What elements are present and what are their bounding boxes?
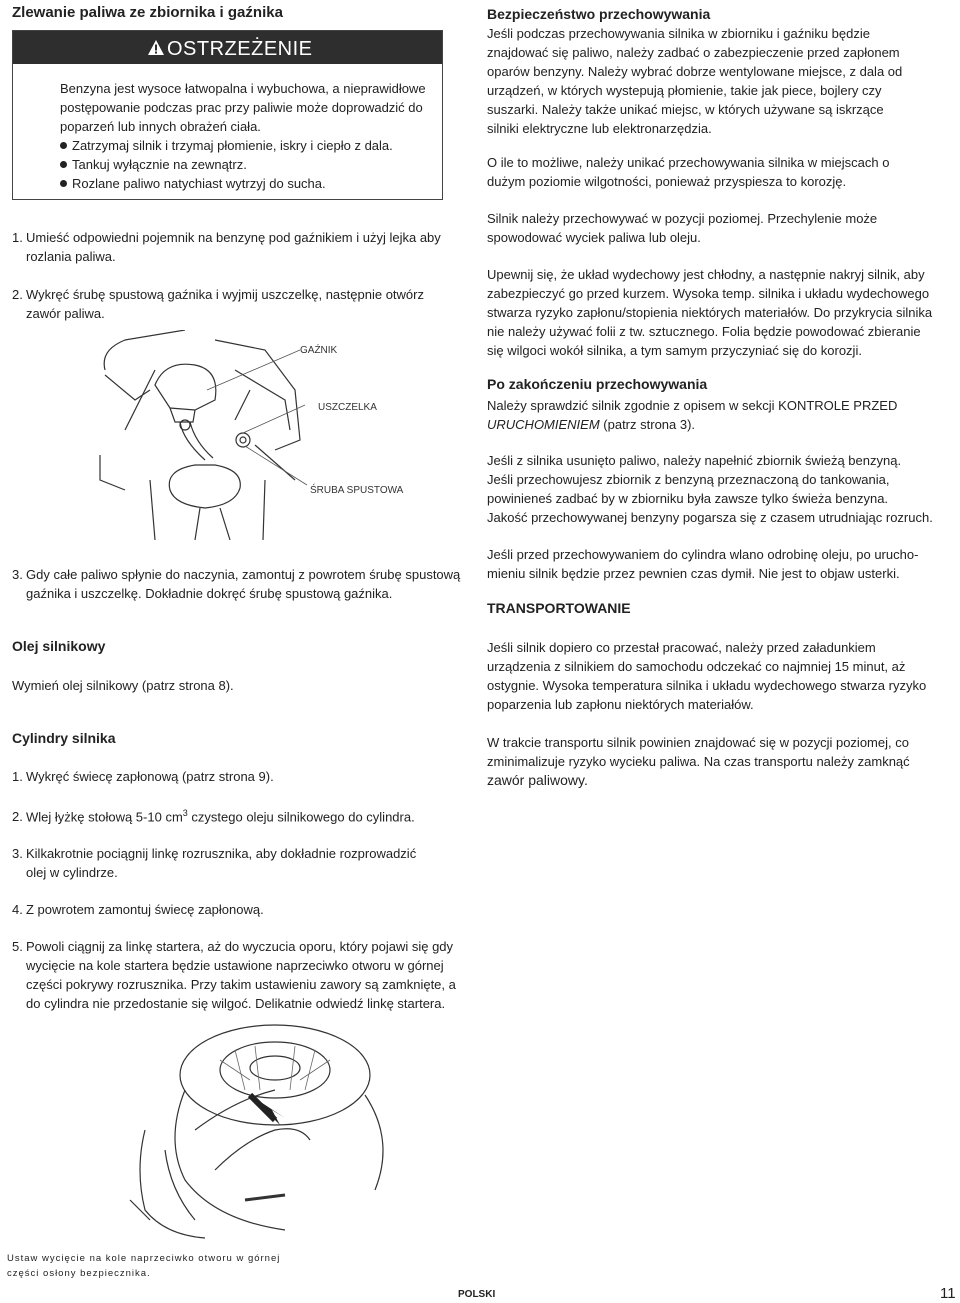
after-storage-paragraph: Jeśli z silnika usunięto paliwo, należy napełnić zbiornik świeżą benzyną. Jeśli przechowujesz zbiornik z benzyną przeznaczoną do tankowania, powinieneś zadbać by w zbiorniku była zawsze tylko świeża benzyna. Jakość przechowywanej benzyny pogarsza się z czasem utrudniając rozruch. — [487, 453, 933, 525]
oil-title: Olej silnikowy — [12, 638, 106, 654]
warning-header — [13, 31, 442, 64]
bullet-icon — [60, 161, 67, 168]
label-carburetor: GAŹNIK — [300, 345, 338, 356]
drain-step-1: 1. Umieść odpowiedni pojemnik na benzynę pod gaźnikiem i użyj lejka aby rozlania paliwa. — [12, 230, 441, 264]
warning-bullet: Tankuj wyłącznie na zewnątrz. — [60, 155, 426, 174]
section-title-drain: Zlewanie paliwa ze zbiornika i gaźnika — [12, 4, 283, 21]
after-storage-paragraph: Należy sprawdzić silnik zgodnie z opisem w sekcji KONTROLE PRZED URUCHOMIENIEM (patrz strona 3). — [487, 398, 898, 432]
page-number: 11 — [940, 1285, 956, 1302]
transport-paragraph: Jeśli silnik dopiero co przestał pracować, należy przed załadunkiem urządzenia z silnikiem do samochodu odczekać co najmniej 15 minut, aż ostygnie. Wysoka temperatura silnika i układu wydechowego stwarza ryzyko poparzenia lub zapłonu niektórych materiałów. — [487, 640, 927, 712]
warning-title: OSTRZEŻENIE — [167, 38, 313, 60]
transport-paragraph: W trakcie transportu silnik powinien znajdować się w pozycji poziomej, co zminimalizuje ryzyko wycieku paliwa. Na czas transportu należy zamknąć zawór paliwowy. — [487, 735, 910, 788]
warning-bullet: Rozlane paliwo natychiast wytrzyj do sucha. — [60, 174, 426, 193]
bullet-icon — [60, 180, 67, 187]
cylinder-step-1: 1. Wykręć świecę zapłonową (patrz strona 9). — [12, 769, 274, 784]
warning-line: postępowanie podczas prac przy paliwie może doprowadzić do — [60, 100, 423, 115]
cylinder-step-2: 2. Wlej łyżkę stołową 5-10 $cm^3$ czystego oleju silnikowego do cylindra. — [12, 808, 415, 825]
drain-step-3: 3. Gdy całe paliwo spłynie do naczynia, zamontuj z powrotem śrubę spustową gaźnika i uszczelkę. Dokładnie dokręć śrubę spustową gaźnika. — [12, 567, 461, 601]
warning-bullet: Zatrzymaj silnik i trzymaj płomienie, iskry i ciepło z dala. — [60, 136, 426, 155]
label-gasket: USZCZELKA — [318, 402, 377, 413]
figure-caption: Ustaw wycięcie na kole naprzeciwko otworu w górnej części osłony bezpiecznika. — [7, 1253, 281, 1279]
carburetor-drain-figure — [95, 330, 310, 540]
storage-paragraph: Silnik należy przechowywać w pozycji poziomej. Przechylenie może spowodować wyciek paliwa lub oleju. — [487, 211, 878, 245]
cylinder-step-4: 4. Z powrotem zamontuj świecę zapłonową. — [12, 902, 264, 917]
cylinder-step-3: 3. Kilkakrotnie pociągnij linkę rozrusznika, aby dokładnie rozprowadzić olej w cylindrze. — [12, 846, 417, 880]
starter-figure — [125, 1020, 425, 1240]
label-drain-screw: ŚRUBA SPUSTOWA — [310, 485, 404, 496]
footer-language: POLSKI — [458, 1289, 496, 1300]
cylinder-title: Cylindry silnika — [12, 730, 116, 746]
warning-box — [12, 30, 443, 200]
storage-paragraph: Jeśli podczas przechowywania silnika w zbiorniku i gaźniku będzie znajdować się paliwo, należy zadbać o zabezpieczenie przed zapłonem oparów benzyny. Należy wybrać dobrze wentylowane miejsce, z dala od urządzeń, w których wystepują płomienie, takie jak piece, bojlery czy suszarki. Należy także unikać miejsc, w których używane są iskrzące silniki elektryczne lub elektronarzędzia. — [487, 26, 903, 136]
storage-paragraph: Upewnij się, że układ wydechowy jest chłodny, a następnie nakryj silnik, aby zabezpieczyć go przed kurzem. Wysoka temp. silnika i układu wydechowego stwarza ryzyko zapłonu/stopienia niektórych materiałów. Do przykrycia silnika nie należy używać folii z tw. sztucznego. Folia będzie powodować zbieranie się wilgoci wokół silnika, a tym samym przyczyniać się do korozji. — [487, 267, 933, 358]
drain-step-2: 2. Wykręć śrubę spustową gaźnika i wyjmij uszczelkę, następnie otwórz zawór paliwa. — [12, 287, 424, 321]
bullet-icon — [60, 142, 67, 149]
transport-title: TRANSPORTOWANIE — [487, 600, 631, 616]
cylinder-step-5: 5. Powoli ciągnij za linkę startera, aż do wyczucia oporu, który pojawi się gdy wycięcie na kole startera będzie ustawione naprzeciwko otworu w górnej części pokrywy rozrusznika. Przy takim ustawieniu zawory są zamknięte, a do cylindra nie przedostanie się wilgoć. Delikatnie odwiedź linkę startera. — [12, 939, 456, 1011]
warning-line: Benzyna jest wysoce łatwopalna i wybuchowa, a nieprawidłowe — [60, 81, 426, 96]
after-storage-title: Po zakończeniu przechowywania — [487, 376, 708, 392]
after-storage-paragraph: Jeśli przed przechowywaniem do cylindra wlano odrobinę oleju, po urucho- mieniu silnik będzie przez pewnien czas dymił. Nie jest to objaw usterki. — [487, 547, 919, 581]
oil-text: Wymień olej silnikowy (patrz strona 8). — [12, 678, 234, 693]
storage-safety-title: Bezpieczeństwo przechowywania — [487, 6, 711, 22]
storage-paragraph: O ile to możliwe, należy unikać przechowywania silnika w miejscach o dużym poziomie wilgotności, ponieważ przyspiesza to korozję. — [487, 155, 890, 189]
warning-icon — [147, 39, 165, 56]
warning-line: poparzeń lub innych obrażeń ciała. — [60, 119, 261, 134]
